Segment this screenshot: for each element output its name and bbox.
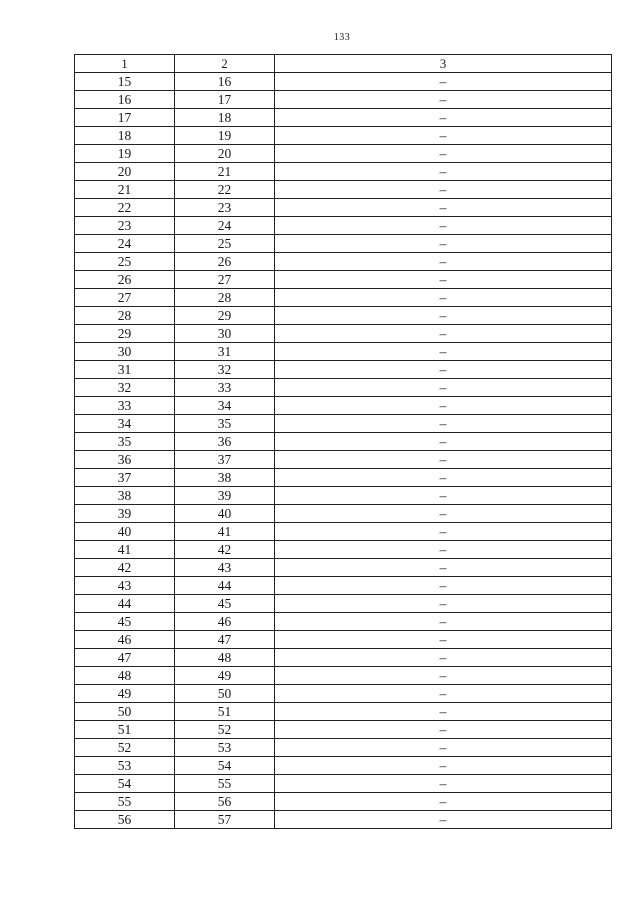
table-cell-col-2: 46 <box>175 613 275 631</box>
page-number: 133 <box>333 32 351 43</box>
table-row <box>75 577 612 595</box>
table-cell-col-3: – <box>275 163 612 181</box>
table-row <box>75 127 612 145</box>
table-row <box>75 469 612 487</box>
table-cell-col-3: – <box>275 181 612 199</box>
table-cell-col-2: 25 <box>175 235 275 253</box>
table-cell-col-3: – <box>275 307 612 325</box>
table-cell-col-2: 33 <box>175 379 275 397</box>
table-row <box>75 685 612 703</box>
table-cell-col-2: 53 <box>175 739 275 757</box>
table-row <box>75 433 612 451</box>
table-cell-col-3: – <box>275 397 612 415</box>
table-row <box>75 415 612 433</box>
table-row <box>75 721 612 739</box>
table-cell-col-1: 33 <box>75 397 175 415</box>
table-cell-col-3: – <box>275 721 612 739</box>
table-cell-col-2: 37 <box>175 451 275 469</box>
table-row <box>75 73 612 91</box>
table-cell-col-3: – <box>275 289 612 307</box>
table-cell-col-3: – <box>275 109 612 127</box>
table-cell-col-3: – <box>275 793 612 811</box>
table-cell-col-1: 34 <box>75 415 175 433</box>
table-cell-col-2: 42 <box>175 541 275 559</box>
table-cell-col-1: 20 <box>75 163 175 181</box>
table-cell-col-3: – <box>275 73 612 91</box>
table-row <box>75 379 612 397</box>
table-cell-col-2: 52 <box>175 721 275 739</box>
table-cell-col-3: – <box>275 613 612 631</box>
table-cell-col-3: – <box>275 649 612 667</box>
table-row <box>75 667 612 685</box>
table-cell-col-1: 36 <box>75 451 175 469</box>
table-cell-col-3: – <box>275 415 612 433</box>
table-cell-col-3: – <box>275 541 612 559</box>
table-row <box>75 253 612 271</box>
data-table <box>74 54 612 829</box>
table-cell-col-3: – <box>275 253 612 271</box>
table-cell-col-1: 15 <box>75 73 175 91</box>
table-cell-col-1: 26 <box>75 271 175 289</box>
table-header-row <box>75 55 612 73</box>
table-cell-col-2: 35 <box>175 415 275 433</box>
table-cell-col-2: 19 <box>175 127 275 145</box>
table-cell-col-2: 23 <box>175 199 275 217</box>
table-row <box>75 703 612 721</box>
table-cell-col-1: 27 <box>75 289 175 307</box>
table-cell-col-3: – <box>275 811 612 829</box>
table-row <box>75 487 612 505</box>
table-cell-col-1: 41 <box>75 541 175 559</box>
table-cell-col-1: 31 <box>75 361 175 379</box>
table-cell-col-1: 30 <box>75 343 175 361</box>
table-row <box>75 361 612 379</box>
table-cell-col-2: 51 <box>175 703 275 721</box>
table-cell-col-3: – <box>275 379 612 397</box>
table-cell-col-3: – <box>275 433 612 451</box>
table-cell-col-3: – <box>275 91 612 109</box>
table-cell-col-1: 51 <box>75 721 175 739</box>
table-cell-col-1: 17 <box>75 109 175 127</box>
table-cell-col-3: – <box>275 505 612 523</box>
table-cell-col-2: 40 <box>175 505 275 523</box>
table-cell-col-1: 55 <box>75 793 175 811</box>
table-cell-col-2: 17 <box>175 91 275 109</box>
table-cell-col-1: 49 <box>75 685 175 703</box>
table-cell-col-2: 48 <box>175 649 275 667</box>
table-cell-col-1: 38 <box>75 487 175 505</box>
table-row <box>75 163 612 181</box>
table-cell-col-3: – <box>275 451 612 469</box>
table-cell-col-1: 53 <box>75 757 175 775</box>
table-cell-col-1: 45 <box>75 613 175 631</box>
table-cell-col-3: – <box>275 271 612 289</box>
table-row <box>75 523 612 541</box>
column-header-1: 1 <box>75 55 175 73</box>
table-cell-col-3: – <box>275 685 612 703</box>
table-cell-col-1: 28 <box>75 307 175 325</box>
table-cell-col-1: 43 <box>75 577 175 595</box>
table-cell-col-3: – <box>275 325 612 343</box>
table-cell-col-3: – <box>275 667 612 685</box>
table-cell-col-1: 46 <box>75 631 175 649</box>
table-cell-col-1: 56 <box>75 811 175 829</box>
table-row <box>75 217 612 235</box>
table-row <box>75 235 612 253</box>
table-cell-col-2: 18 <box>175 109 275 127</box>
table-row <box>75 595 612 613</box>
table-row <box>75 613 612 631</box>
table-row <box>75 145 612 163</box>
table-cell-col-1: 19 <box>75 145 175 163</box>
table-cell-col-1: 35 <box>75 433 175 451</box>
table-cell-col-3: – <box>275 343 612 361</box>
table-cell-col-2: 44 <box>175 577 275 595</box>
table-cell-col-2: 49 <box>175 667 275 685</box>
table-cell-col-3: – <box>275 127 612 145</box>
table-row <box>75 739 612 757</box>
table-cell-col-2: 28 <box>175 289 275 307</box>
table-cell-col-1: 42 <box>75 559 175 577</box>
table-cell-col-3: – <box>275 235 612 253</box>
table-cell-col-1: 24 <box>75 235 175 253</box>
table-row <box>75 649 612 667</box>
table-cell-col-2: 24 <box>175 217 275 235</box>
table-cell-col-3: – <box>275 559 612 577</box>
table-row <box>75 397 612 415</box>
table-row <box>75 559 612 577</box>
table-cell-col-2: 36 <box>175 433 275 451</box>
column-header-2: 2 <box>175 55 275 73</box>
table-row <box>75 307 612 325</box>
table-cell-col-3: – <box>275 523 612 541</box>
table-cell-col-1: 21 <box>75 181 175 199</box>
table-row <box>75 775 612 793</box>
table-cell-col-1: 44 <box>75 595 175 613</box>
table-cell-col-2: 41 <box>175 523 275 541</box>
table-cell-col-1: 16 <box>75 91 175 109</box>
table-row <box>75 199 612 217</box>
table-row <box>75 451 612 469</box>
table-cell-col-2: 20 <box>175 145 275 163</box>
table-row <box>75 343 612 361</box>
table-cell-col-1: 22 <box>75 199 175 217</box>
table-cell-col-3: – <box>275 361 612 379</box>
table-cell-col-3: – <box>275 577 612 595</box>
table-cell-col-2: 56 <box>175 793 275 811</box>
table-cell-col-3: – <box>275 703 612 721</box>
table-cell-col-2: 29 <box>175 307 275 325</box>
table-row <box>75 505 612 523</box>
table-cell-col-3: – <box>275 757 612 775</box>
table-cell-col-3: – <box>275 631 612 649</box>
table-cell-col-1: 25 <box>75 253 175 271</box>
table-body <box>75 73 612 829</box>
table-cell-col-2: 57 <box>175 811 275 829</box>
table-row <box>75 109 612 127</box>
table-cell-col-1: 40 <box>75 523 175 541</box>
table-cell-col-2: 47 <box>175 631 275 649</box>
table-row <box>75 289 612 307</box>
table-cell-col-2: 22 <box>175 181 275 199</box>
table-cell-col-2: 38 <box>175 469 275 487</box>
table-row <box>75 91 612 109</box>
table-row <box>75 757 612 775</box>
data-table-container <box>74 54 611 829</box>
table-cell-col-2: 16 <box>175 73 275 91</box>
table-cell-col-2: 45 <box>175 595 275 613</box>
table-row <box>75 793 612 811</box>
table-row <box>75 271 612 289</box>
table-row <box>75 541 612 559</box>
table-cell-col-1: 54 <box>75 775 175 793</box>
table-cell-col-2: 34 <box>175 397 275 415</box>
table-cell-col-1: 50 <box>75 703 175 721</box>
table-cell-col-3: – <box>275 469 612 487</box>
column-header-3: 3 <box>275 55 612 73</box>
table-cell-col-3: – <box>275 217 612 235</box>
table-cell-col-2: 55 <box>175 775 275 793</box>
table-cell-col-2: 43 <box>175 559 275 577</box>
table-cell-col-1: 39 <box>75 505 175 523</box>
table-cell-col-1: 52 <box>75 739 175 757</box>
table-row <box>75 811 612 829</box>
table-cell-col-2: 39 <box>175 487 275 505</box>
table-cell-col-2: 31 <box>175 343 275 361</box>
table-cell-col-1: 29 <box>75 325 175 343</box>
table-cell-col-1: 48 <box>75 667 175 685</box>
table-cell-col-1: 37 <box>75 469 175 487</box>
table-cell-col-2: 26 <box>175 253 275 271</box>
table-row <box>75 631 612 649</box>
table-cell-col-3: – <box>275 487 612 505</box>
table-cell-col-2: 50 <box>175 685 275 703</box>
table-cell-col-2: 21 <box>175 163 275 181</box>
table-row <box>75 181 612 199</box>
table-cell-col-2: 30 <box>175 325 275 343</box>
table-cell-col-3: – <box>275 145 612 163</box>
table-cell-col-1: 18 <box>75 127 175 145</box>
table-cell-col-1: 32 <box>75 379 175 397</box>
table-cell-col-3: – <box>275 775 612 793</box>
table-cell-col-2: 27 <box>175 271 275 289</box>
table-cell-col-2: 32 <box>175 361 275 379</box>
table-row <box>75 325 612 343</box>
table-cell-col-1: 47 <box>75 649 175 667</box>
table-cell-col-3: – <box>275 595 612 613</box>
table-cell-col-1: 23 <box>75 217 175 235</box>
table-cell-col-3: – <box>275 199 612 217</box>
table-cell-col-3: – <box>275 739 612 757</box>
table-cell-col-2: 54 <box>175 757 275 775</box>
